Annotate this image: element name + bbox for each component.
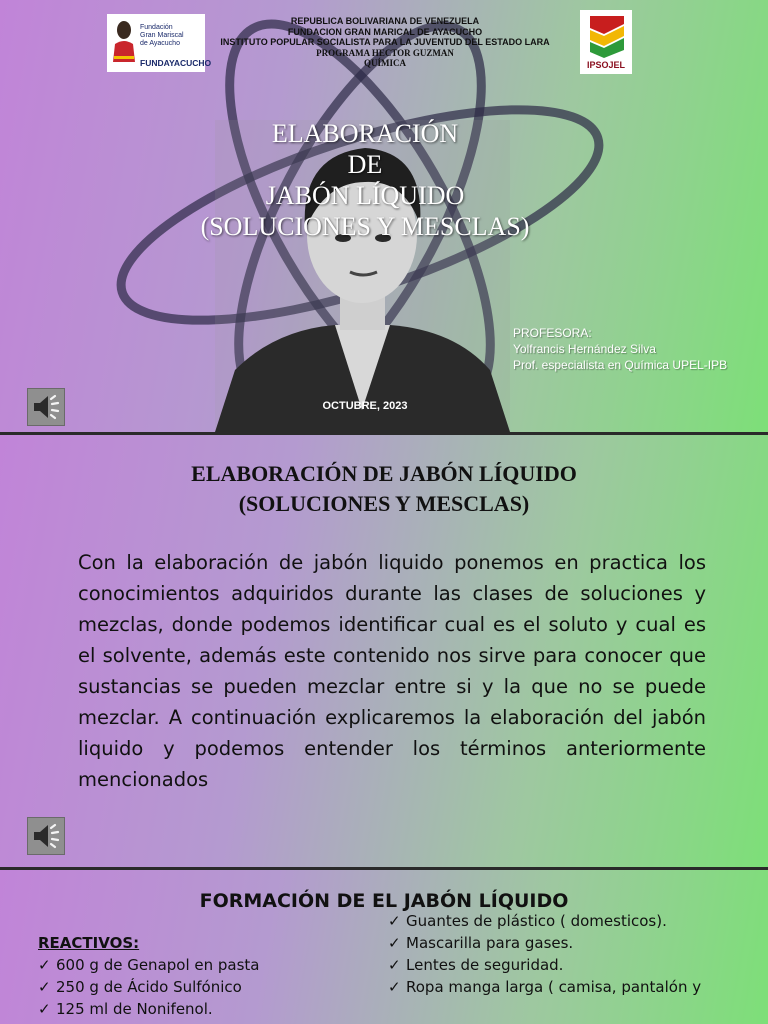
list-item: ✓ 125 ml de Nonifenol. [38,1000,213,1018]
slide-title [0,0,768,432]
check-icon: ✓ [388,978,401,996]
intro-paragraph: Con la elaboración de jabón liquido ponemos en practica los conocimientos adquiridos durante las clases de soluciones y mezclas, donde podemos identificar cual es el soluto y cual es el solvente, además este contenido nos sirve para conocer que sustancias se pueden mezclar entre si y la que no se puede mezclar. A continuación explicaremos la elaboración del jabón liquido y podemos entender los términos anteriormente mencionados [78,551,706,791]
list-item: ✓ 250 g de Ácido Sulfónico [38,978,242,996]
teacher-role: Prof. especialista en Química UPEL-IPB [513,358,728,372]
list-item: ✓ Mascarilla para gases. [388,934,574,952]
check-icon: ✓ [38,1000,51,1018]
check-icon: ✓ [388,934,401,952]
check-icon: ✓ [388,956,401,974]
intro-title: ELABORACIÓN DE JABÓN LÍQUIDO (SOLUCIONES Y MESCLAS) [191,461,577,516]
ipsojel-emblem-icon [580,10,632,60]
list-item: ✓ Guantes de plástico ( domesticos). [388,912,667,930]
slide-formation [0,870,768,1024]
ipsojel-logo [580,10,632,74]
check-icon: ✓ [38,978,51,996]
teacher-info [513,325,727,373]
fundayacucho-text: Fundación Gran Mariscal de Ayacucho [140,24,184,47]
fundayacucho-brand: FUNDAYACUCHO [140,58,212,68]
formation-title: FORMACIÓN DE EL JABÓN LÍQUIDO [199,890,569,912]
bolivar-portrait-icon [111,18,137,62]
reactivos-list [38,932,358,1020]
presentation-title: ELABORACIÓN DE JABÓN LÍQUIDO (SOLUCIONES Y MESCLAS) [200,119,530,241]
speaker-icon[interactable] [27,388,65,426]
teacher-name: Yolfrancis Hernández Silva [513,342,656,356]
list-item: ✓ Ropa manga larga ( camisa, pantalón y [388,978,702,996]
reactivos-heading: REACTIVOS: [38,934,140,952]
slide-intro [0,435,768,867]
check-icon: ✓ [388,912,401,930]
seguridad-list [388,910,758,998]
presentation-date: OCTUBRE, 2023 [322,400,408,412]
institution-header: REPUBLICA BOLIVARIANA DE VENEZUELA FUNDACION GRAN MARICAL DE AYACUCHO INSTITUTO POPULAR SOCIALISTA PARA LA JUVENTUD DEL ESTADO LARA PROGRAMA HECTOR GUZMAN QUÍMICA [220,16,550,68]
ipsojel-brand: IPSOJEL [586,60,625,70]
teacher-label: PROFESORA: [513,326,592,340]
speaker-icon[interactable] [27,817,65,855]
check-icon: ✓ [38,956,51,974]
list-item: ✓ 600 g de Genapol en pasta [38,956,260,974]
list-item: ✓ Lentes de seguridad. [388,956,564,974]
